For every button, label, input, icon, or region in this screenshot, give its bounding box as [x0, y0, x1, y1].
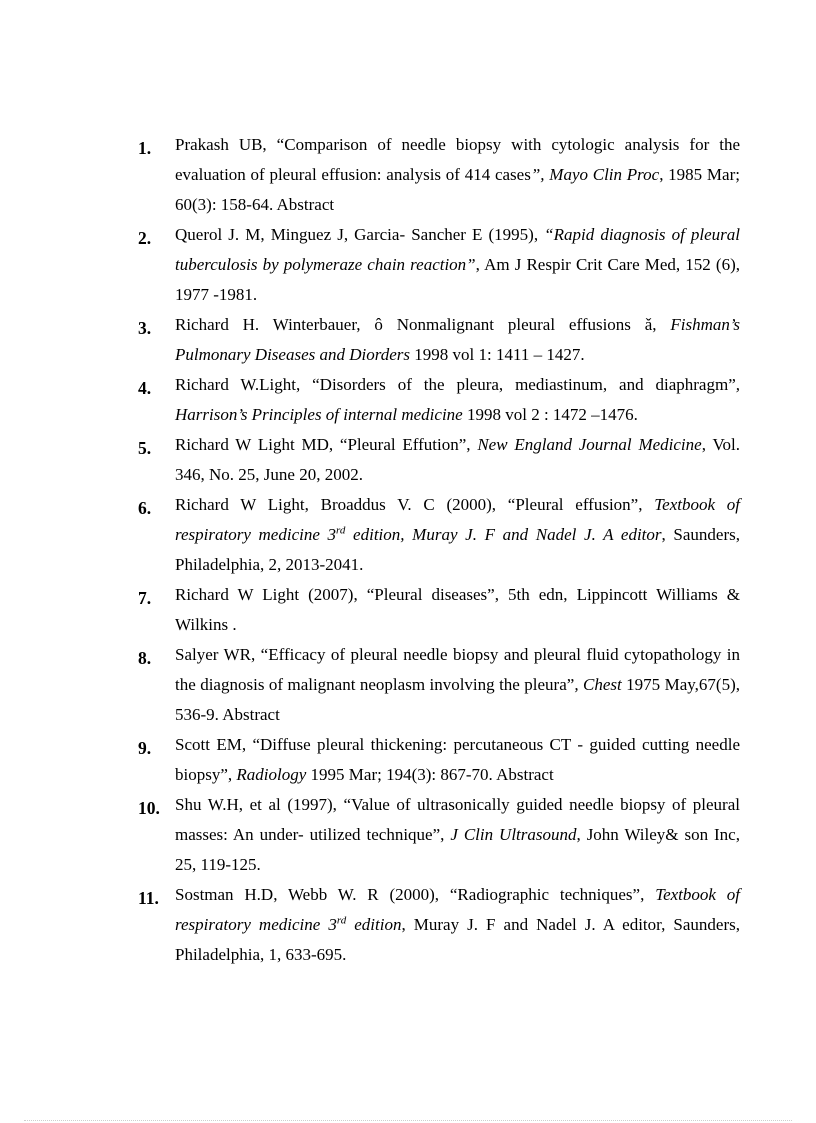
- reference-segment: Richard W Light (2007), “Pleural diseases”, 5th edn, Lippincott Williams & Wilkins .: [175, 585, 740, 634]
- reference-item: [138, 580, 740, 640]
- reference-segment: , Muray J. F and Nadel J. A editor, Saunders, Philadelphia, 1, 633-695.: [175, 915, 740, 964]
- reference-segment: 1998 vol 1: 1411 – 1427.: [410, 345, 585, 364]
- reference-text: [175, 790, 740, 880]
- reference-text: [175, 220, 740, 310]
- reference-number: 4.: [138, 378, 152, 398]
- reference-segment: 1998 vol 2 : 1472 –1476.: [462, 405, 638, 424]
- reference-item: [138, 220, 740, 310]
- reference-text: [175, 880, 740, 970]
- reference-segment: Querol J. M, Minguez J, Garcia- Sancher E (1995),: [175, 225, 545, 244]
- reference-segment: , Saunders, Philadelphia, 2, 2013-2041.: [175, 525, 740, 574]
- reference-number: 2.: [138, 228, 152, 248]
- reference-title-segment: New England Journal Medicine: [477, 435, 702, 454]
- reference-title-segment: Fishman’s Pulmonary Diseases and Diorders: [175, 315, 740, 364]
- reference-item: [138, 490, 740, 580]
- reference-number: 9.: [138, 738, 152, 758]
- reference-title-segment: “Rapid diagnosis of pleural tuberculosis by polymeraze chain reaction”: [175, 225, 740, 274]
- reference-text: [175, 130, 740, 220]
- reference-text: [175, 580, 740, 640]
- reference-text: [175, 640, 740, 730]
- reference-title-segment: Radiology: [236, 765, 307, 784]
- reference-title-segment: edition, Muray J. F and Nadel J. A editor: [345, 525, 662, 544]
- reference-title-segment: rd: [336, 914, 347, 927]
- reference-segment: Salyer WR, “Efficacy of pleural needle biopsy and pleural fluid cytopathology in the diagnosis of malignant neoplasm involving the pleura”: [175, 645, 740, 694]
- reference-item: [138, 880, 740, 970]
- reference-segment: Scott EM, “Diffuse pleural thickening: percutaneous CT - guided cutting needle biopsy”,: [175, 735, 740, 784]
- reference-text: [175, 730, 740, 790]
- reference-title-segment: J Clin Ultrasound: [450, 825, 577, 844]
- reference-segment: Richard W Light MD, “Pleural Effution”,: [175, 435, 478, 454]
- reference-title-segment: edition: [346, 915, 402, 934]
- reference-list: [138, 130, 740, 970]
- reference-segment: 1975 May,67(5), 536-9. Abstract: [175, 675, 740, 724]
- reference-segment: , 1985 Mar; 60(3): 158-64. Abstract: [175, 165, 740, 214]
- reference-segment: Richard W Light, Broaddus V. C (2000), “Pleural effusion”,: [175, 495, 655, 514]
- reference-number: 11.: [138, 888, 159, 908]
- reference-segment: Richard W.Light, “Disorders of the pleura, mediastinum, and diaphragm”: [175, 375, 736, 394]
- reference-number: 7.: [138, 588, 152, 608]
- reference-title-segment: Textbook of respiratory medicine 3: [175, 885, 740, 934]
- reference-item: [138, 310, 740, 370]
- reference-text: [175, 430, 740, 490]
- reference-segment: Shu W.H, et al (1997), “Value of ultrasonically guided needle biopsy of pleural masses: An under- utilized technique”,: [175, 795, 740, 844]
- reference-item: [138, 370, 740, 430]
- reference-text: [175, 310, 740, 370]
- reference-title-segment: ”, Mayo Clin Proc: [530, 165, 660, 184]
- reference-segment: , Am J Respir Crit Care Med, 152 (6), 1977 -1981.: [175, 255, 740, 304]
- reference-item: [138, 430, 740, 490]
- reference-title-segment: , Harrison’s Principles of internal medicine: [175, 375, 740, 424]
- reference-title-segment: Textbook of respiratory medicine 3: [175, 495, 740, 544]
- reference-segment: 1995 Mar; 194(3): 867-70. Abstract: [306, 765, 554, 784]
- reference-text: [175, 490, 740, 580]
- page-footer-divider: [24, 1120, 792, 1121]
- reference-segment: Sostman H.D, Webb W. R (2000), “Radiographic techniques”,: [175, 885, 656, 904]
- reference-segment: , John Wiley& son Inc, 25, 119-125.: [175, 825, 740, 874]
- reference-segment: , Vol. 346, No. 25, June 20, 2002.: [175, 435, 740, 484]
- reference-title-segment: , Chest: [574, 675, 622, 694]
- reference-segment: Richard H. Winterbauer, ô Nonmalignant pleural effusions ǎ,: [175, 315, 671, 334]
- reference-number: 1.: [138, 138, 152, 158]
- reference-number: 10.: [138, 798, 160, 818]
- reference-text: [175, 370, 740, 430]
- reference-number: 8.: [138, 648, 152, 668]
- reference-title-segment: rd: [336, 524, 346, 537]
- reference-item: [138, 640, 740, 730]
- reference-segment: Prakash UB, “Comparison of needle biopsy with cytologic analysis for the evaluation of pleural effusion: analysis of 414 cases: [175, 135, 740, 184]
- reference-item: [138, 130, 740, 220]
- reference-number: 6.: [138, 498, 152, 518]
- reference-number: 3.: [138, 318, 152, 338]
- reference-number: 5.: [138, 438, 152, 458]
- reference-item: [138, 730, 740, 790]
- reference-item: [138, 790, 740, 880]
